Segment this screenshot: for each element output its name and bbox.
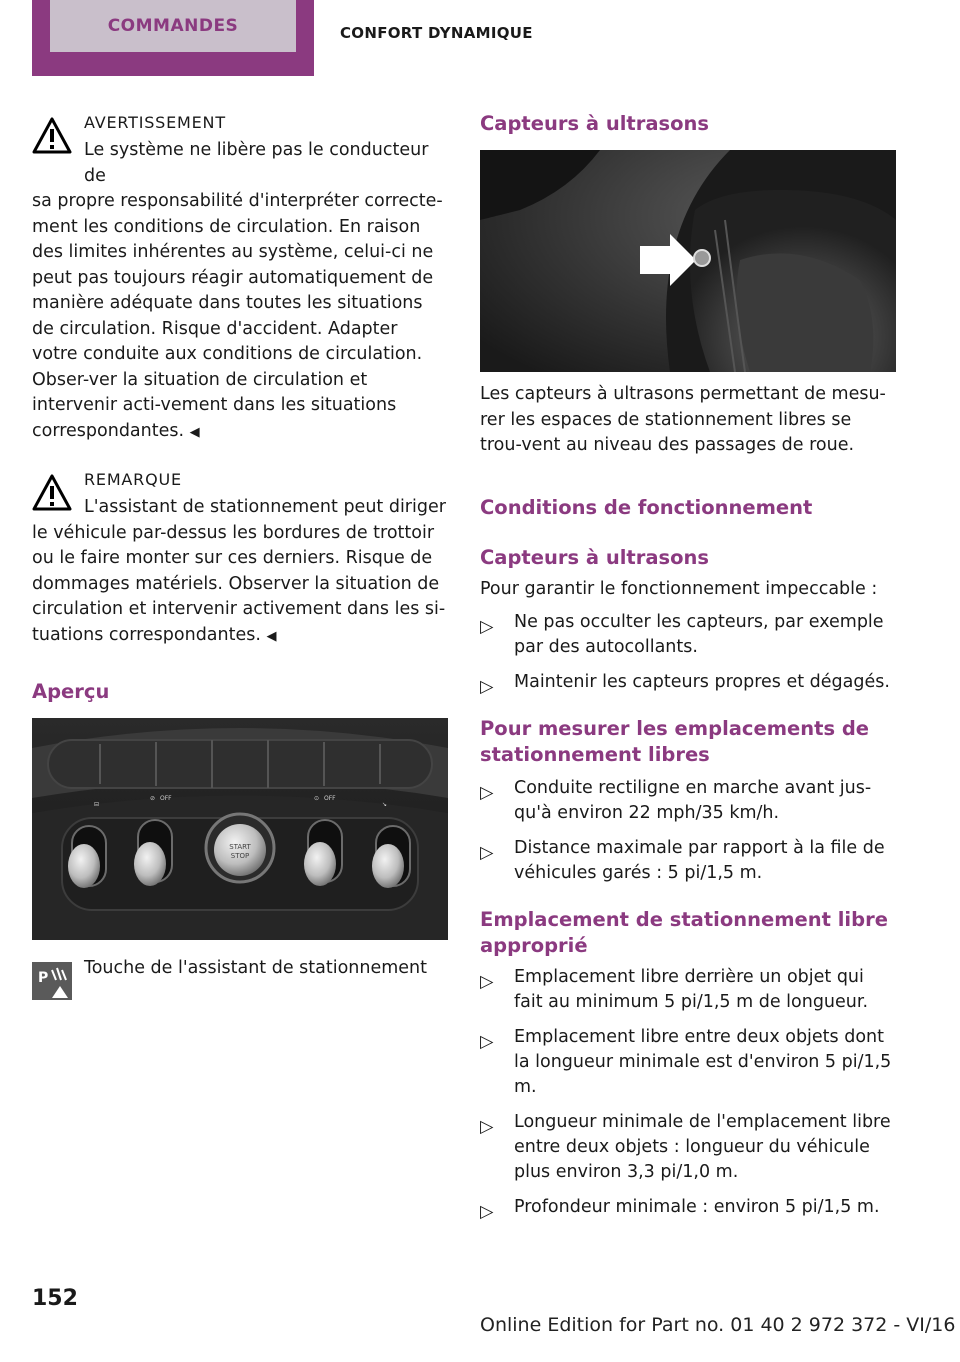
heading-capteurs: Capteurs à ultrasons bbox=[480, 112, 709, 135]
car-off-icon: ⊙ bbox=[314, 795, 320, 802]
sensor-location-photo bbox=[480, 150, 896, 372]
parking-assistant-icon bbox=[32, 962, 72, 1000]
parking-assist-symbol-icon: ⊟ bbox=[94, 801, 100, 808]
bullet-triangle-icon: ▷ bbox=[480, 972, 494, 992]
button-caption: Touche de l'assistant de stationnement bbox=[84, 958, 427, 978]
conditions-intro: Pour garantir le fonctionnement impeccable : bbox=[480, 579, 878, 599]
subheading-capteurs: Capteurs à ultrasons bbox=[480, 546, 709, 569]
list-item bbox=[480, 610, 898, 660]
list-item-text: Emplacement libre entre deux objets dont la longueur minimale est d'environ 5 pi/1,5 m. bbox=[514, 1027, 892, 1097]
console-buttons-illustration bbox=[32, 718, 448, 940]
list-item-text: Distance maximale par rapport à la file de véhicules garés : 5 pi/1,5 m. bbox=[514, 838, 885, 883]
console-buttons-photo bbox=[32, 718, 448, 940]
list-item-text: Profondeur minimale : environ 5 pi/1,5 m. bbox=[514, 1197, 880, 1217]
off-label: OFF bbox=[324, 795, 336, 802]
svg-text:P: P bbox=[38, 970, 49, 986]
heading-space: Emplacement de stationnement libre approprié bbox=[480, 908, 888, 957]
list-measure bbox=[480, 776, 898, 886]
header-tab-label: COMMANDES bbox=[50, 0, 296, 52]
list-item bbox=[480, 1110, 898, 1185]
list-item-text: Emplacement libre derrière un objet qui fait au minimum 5 pi/1,5 m de longueur. bbox=[514, 967, 869, 1012]
list-item-text: Conduite rectiligne en marche avant jus-qu'à environ 22 mph/35 km/h. bbox=[514, 778, 872, 823]
list-item bbox=[480, 776, 898, 826]
warning-text: sa propre responsabilité d'interpréter correcte-ment les conditions de circulation. En raison des limites inhérentes au système, celui-ci ne peut pas toujours réagir automatiquement de manière adéquate dans toutes les situations de circulation. Risque d'accident. Adapter votre conduite aux conditions de circulation. Obser-ver la situation de circulation et intervenir acti-vement dans les situations correspondantes. bbox=[32, 191, 443, 441]
section-title-apercu: Aperçu bbox=[32, 680, 110, 703]
bullet-triangle-icon: ▷ bbox=[480, 617, 494, 637]
bullet-triangle-icon: ▷ bbox=[480, 783, 494, 803]
sensors-description: Les capteurs à ultrasons permettant de mesu-rer les espaces de stationnement libres se trou-vent au niveau des passages de roue. bbox=[480, 384, 886, 455]
note-title: REMARQUE bbox=[84, 470, 182, 489]
start-label: START bbox=[229, 843, 251, 851]
list-item bbox=[480, 1195, 898, 1220]
end-mark-icon: ◀ bbox=[266, 628, 277, 644]
off-label: OFF bbox=[160, 795, 172, 802]
heading-measure: Pour mesurer les emplacements de stationnement libres bbox=[480, 717, 870, 766]
note-callout bbox=[32, 465, 448, 649]
left-column bbox=[32, 108, 448, 755]
list-conditions bbox=[480, 610, 898, 695]
end-mark-icon: ◀ bbox=[189, 424, 200, 440]
warning-title: AVERTISSEMENT bbox=[84, 113, 226, 132]
warning-first-line: Le système ne libère pas le conducteur de bbox=[84, 140, 429, 186]
page-number: 152 bbox=[32, 1286, 78, 1311]
note-first-line: L'assistant de stationnement peut diriger bbox=[84, 497, 446, 517]
warning-triangle-icon bbox=[32, 116, 72, 156]
bullet-triangle-icon: ▷ bbox=[480, 1117, 494, 1137]
list-item-text: Longueur minimale de l'emplacement libre entre deux objets : longueur du véhicule plus environ 3,3 pi/1,0 m. bbox=[514, 1112, 891, 1182]
parking-assistant-symbol-icon bbox=[32, 962, 72, 1000]
header-tab-commandes bbox=[32, 0, 314, 76]
list-item bbox=[480, 965, 898, 1015]
sensor-location-illustration bbox=[480, 150, 896, 372]
bullet-triangle-icon: ▷ bbox=[480, 677, 494, 697]
list-item bbox=[480, 670, 898, 695]
bullet-triangle-icon: ▷ bbox=[480, 1032, 494, 1052]
footer-edition: Online Edition for Part no. 01 40 2 972 372 - VI/16 bbox=[480, 1314, 956, 1336]
warning-callout bbox=[32, 108, 448, 445]
dsc-off-icon: ⊘ bbox=[150, 795, 156, 802]
heading-conditions: Conditions de fonctionnement bbox=[480, 496, 813, 519]
note-text: le véhicule par-dessus les bordures de trottoir ou le faire monter sur ces derniers. Risque de dommages matériels. Observer la situation de circulation et intervenir activement dans les si-tuations correspondantes. bbox=[32, 522, 446, 645]
bullet-triangle-icon: ▷ bbox=[480, 1202, 494, 1222]
list-item bbox=[480, 1025, 898, 1100]
warning-triangle-icon bbox=[32, 473, 72, 513]
list-space bbox=[480, 965, 898, 1220]
list-item-text: Ne pas occulter les capteurs, par exemple par des autocollants. bbox=[514, 612, 884, 657]
list-item-text: Maintenir les capteurs propres et dégagés. bbox=[514, 672, 890, 692]
hill-icon: ↘ bbox=[382, 801, 388, 808]
list-item bbox=[480, 836, 898, 886]
stop-label: STOP bbox=[230, 852, 250, 860]
header-subtitle: CONFORT DYNAMIQUE bbox=[340, 24, 533, 42]
bullet-triangle-icon: ▷ bbox=[480, 843, 494, 863]
